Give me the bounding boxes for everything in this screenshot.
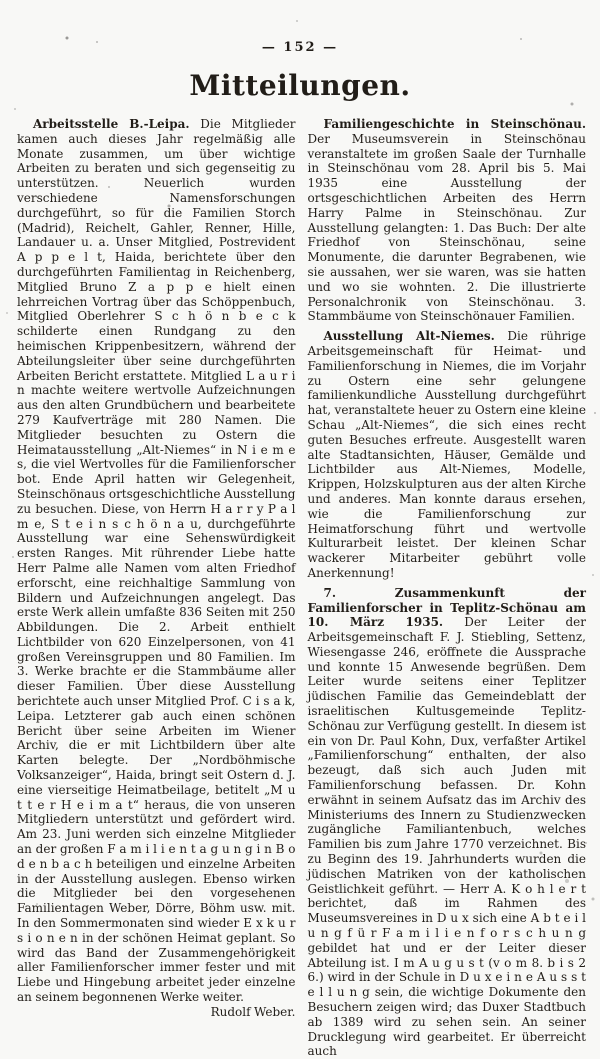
article-body: Der Leiter der Arbeitsgemeinschaft F. J. Stiebling, Settenz, Wiesengasse 246, eröffnete die Aussprache und konnte 15 Anwesende begrüßen. Dem Leiter wurde seitens einer Teplitzer jüdischen Familie das Gemeindeblatt der israelitischen Kultusgemeinde Teplitz-Schönau zur Verfügung gestellt. In diesem ist ein von Dr. Paul Kohn, Dux, verfaßter Artikel „Familienforschung“ enthalten, der also bezeugt, daß sich auch Juden mit Familienforschung befassen. Dr. Kohn erwähnt in seinem Aufsatz das im Archiv des Ministeriums des Innern zu Studienzwecken zugängliche Familiantenbuch, welches Familien bis zum Jahre 1770 verzeichnet. Bis zu Beginn des 19. Jahrhunderts wurden die jüdischen Matriken von der katholischen Geistlichkeit geführt. — Herr A. K o h l e r t berichtet, daß im Rahmen des Museumsvereines in D u x sich eine A b t e i l u n g f ü r F a m i l i e n f o r s c h u n g gebildet hat und er der Leiter dieser Abteilung ist. I m A u g u s t (v o m 8. b i s 2 6.) wird in der Schule in D u x e i n e A u s s t e l l u n g sein, die wichtige Dokumente den Besuchern zeigen wird; das Duxer Stadtbuch ab 1389 wird zu sehen sein. An seiner Drucklegung wird gearbeitet. Er überreicht auch: [307, 615, 587, 1059]
article-body: Der Museumsverein in Steinschönau veranstaltete im großen Saale der Turnhalle in Steinschönau vom 28. April bis 5. Mai 1935 eine Ausstellung der ortsgeschichtlichen Arbeiten des Herrn Harry Palme in Steinschönau. Zur Ausstellung gelangten: 1. Das Buch: Der alte Friedhof von Steinschönau, seine Monumente, die darunter Begrabenen, wie sie aussahen, wer sie waren, was sie hatten und wo sie wohnten. 2. Die illustrierte Personalchronik von Steinschönau. 3. Stammbäume von Steinschönauer Familien.: [307, 131, 586, 324]
article-heading: Familiengeschichte in Steinschönau.: [323, 117, 586, 131]
article-heading: Arbeitsstelle B.-Leipa.: [33, 117, 190, 131]
page-number: — 152 —: [261, 40, 339, 55]
article-ausstellung-alt-niemes: [308, 329, 587, 581]
article-signature: Rudolf Weber.: [210, 1004, 296, 1019]
article-heading: 7. Zusammenkunft der Familienforscher in Teplitz-Schönau am 10. März 1935.: [307, 585, 586, 630]
article-paragraph: [308, 117, 587, 324]
article-paragraph: [308, 586, 587, 1059]
article-body: Die rührige Arbeitsgemeinschaft für Heimat- und Familienforschung in Niemes, die im Vorjahr zu Ostern eine sehr gelungene familienkundliche Ausstellung durchgeführt hat, veranstaltete heuer zu Ostern eine kleine Schau „Alt-Niemes“, die sich eines recht guten Besuches erfreute. Ausgestellt waren alte Stadtansichten, Häuser, Gemälde und Lichtbilder aus Alt-Niemes, Modelle, Krippen, Holzskulpturen aus der alten Kirche und anderes. Man konnte daraus ersehen, wie die Familienforschung zur Heimatforschung führt und wertvolle Kulturarbeit leistet. Der kleinen Schar wackerer Mitarbeiter gebührt volle Anerkennung!: [307, 329, 586, 580]
article-paragraph: [308, 329, 587, 581]
page-title: Mitteilungen.: [189, 69, 411, 102]
article-body: Die Mitglieder kamen auch dieses Jahr regelmäßig alle Monate zusammen, um über wichtige Arbeiten zu beraten und sich gegenseitig zu unterstützen. Neuerlich wurden verschiedene Namensforschungen durchgeführt, so für die Familien Storch (Madrid), Reichelt, Gahler, Renner, Hille, Landauer u. a. Unser Mitglied, Postrevident A p p e l t, Haida, berichtete über den durchgeführten Familientag in Reichenberg, Mitglied Bruno Z a p p e hielt einen lehrreichen Vortrag über das Schöppenbuch, Mitglied Oberlehrer S c h ö n b e c k schilderte einen Rundgang zu den heimischen Krippenbesitzern, während der Abteilungsleiter über seine durchgeführten Arbeiten Bericht erstattete. Mitglied L a u r i n machte weitere wertvolle Aufzeichnungen aus den alten Grundbüchern und bearbeitete 279 Kaufverträge mit 280 Namen. Die Mitglieder besuchten zu Ostern die Heimatausstellung „Alt-Niemes“ in N i e m e s, die viel Wertvolles für die Familienforscher bot. Ende April hatten wir Gelegenheit, Steinschönaus ortsgeschichtliche Ausstellung zu besuchen. Diese, von Herrn H a r r y P a l m e, S t e i n s c h ö n a u, durchgeführte Ausstellung war eine Sehenswürdigkeit ersten Ranges. Mit rührender Liebe hatte Herr Palme alle Namen vom alten Friedhof erforscht, eine reichhaltige Sammlung von Bildern und Aufzeichnungen angelegt. Das erste Werk allein umfaßte 836 Seiten mit 250 Abbildungen. Die 2. Arbeit enthielt Lichtbilder von 620 Einzelpersonen, von 41 großen Vereinsgruppen und 80 Familien. Im 3. Werke brachte er die Stammbäume aller dieser Familien. Über diese Ausstellung berichtete auch unser Mitglied Prof. C i s a k, Leipa. Letzterer gab auch einen schönen Bericht über seine Arbeiten im Wiener Archiv, die er mit Lichtbildern über alte Karten belegte. Der „Nordböhmische Volksanzeiger“, Haida, bringt seit Ostern d. J. eine vierseitige Heimatbeilage, betitelt „M u t t e r H e i m a t“ heraus, die von unseren Mitgliedern unterstützt und gefördert wird. Am 23. Juni werden sich einzelne Mitglieder an der großen F a m i l i e n t a g u n g i n B o d e n b a c h beteiligen und einzelne Arbeiten in der Ausstellung auslegen. Ebenso wirken die Mitglieder bei den vorgesehenen Familientagen Weber, Dörre, Böhm usw. mit. In den Sommermonaten sind wieder E x k u r s i o n e n in der schönen Heimat geplant. So wird das Band der Zusammengehörigkeit aller Familienforscher immer fester und mit Liebe und Hingebung arbeitet jeder einzelne an seinem begonnenen Werke weiter.: [17, 117, 296, 1005]
article-arbeitsstelle-b-leipa: [17, 117, 296, 1019]
article-paragraph: [17, 117, 296, 1019]
text-columns: [0, 117, 600, 1059]
article-familiengeschichte-steinschoenau: [308, 117, 587, 324]
right-column: [308, 117, 587, 1059]
article-heading: Ausstellung Alt-Niemes.: [323, 329, 495, 344]
article-zusammenkunft-teplitz-schoenau: [308, 586, 587, 1059]
left-column: [17, 117, 296, 1059]
scan-noise-speckles: [0, 0, 2, 2]
